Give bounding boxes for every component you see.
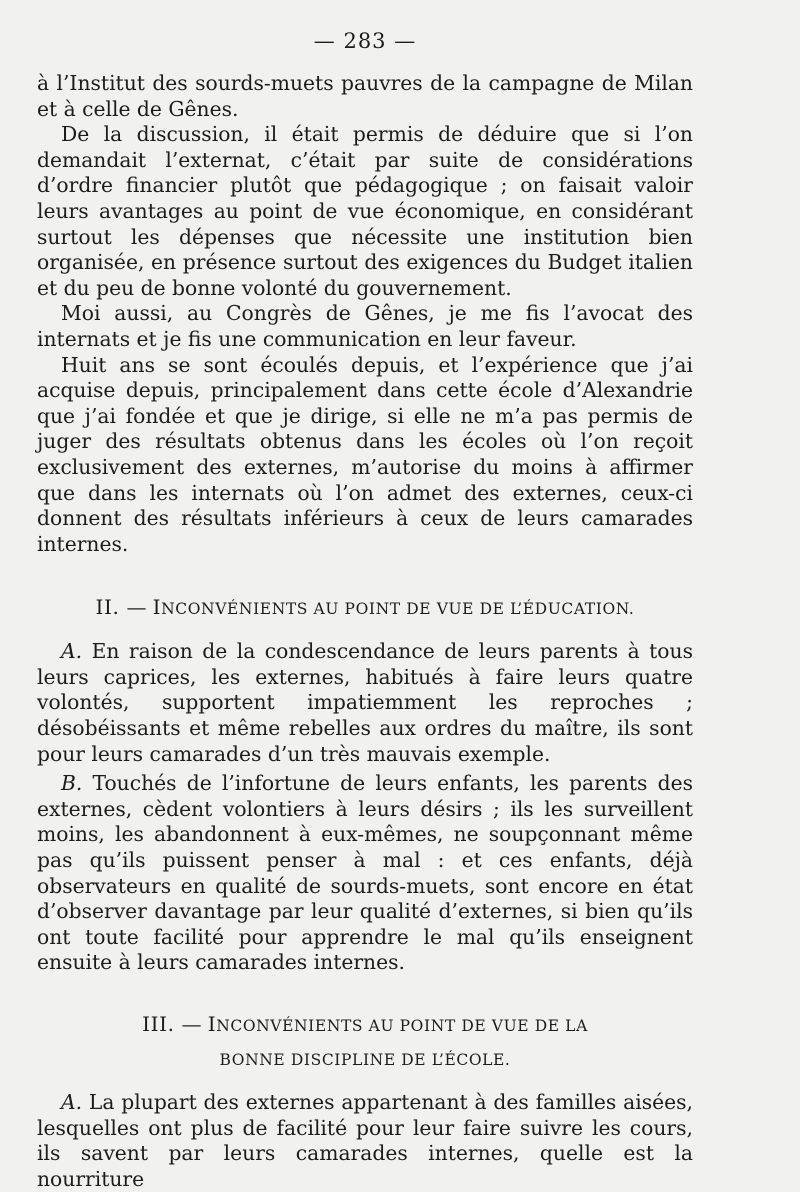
paragraph-item-b [37,771,693,976]
paragraph-continuation: à l’Institut des sourds-muets pauvres de la campagne de Milan et à celle de Gênes. [37,71,693,121]
section-title-initial: I [207,1012,217,1036]
item-letter: B. [61,771,83,796]
section-numeral: II. — [95,595,148,620]
item-letter: A. [61,1090,83,1114]
section-heading-discipline [37,1012,693,1038]
item-text: Touchés de l’infortune de leurs enfants, les parents des externes, cèdent volontiers à leurs désirs ; ils les surveillent moins, les abandonnent à eux-mêmes, ne soupçonnant même pas qu’ils puissent penser à mal : et ces enfants, déjà observateurs en qualité de sourds-muets, sont encore en état d’observer davantage par leur qualité d’externes, si bien qu’ils ont toute facilité pour apprendre le mal qu’ils enseignent ensuite à leurs camarades internes. [37,771,693,975]
paragraph-item-a [37,639,693,767]
section-title: NCONVÉNIENTS AU POINT DE VUE DE LA [216,1017,588,1035]
section-heading-education [37,595,693,621]
section-heading-discipline-line2: BONNE DISCIPLINE DE L’ÉCOLE. [219,1051,511,1069]
paragraph-discussion: De la discussion, il était permis de déduire que si l’on demandait l’externat, c’était par suite de considérations d’ordre financier plutôt que pédagogique ; on faisait valoir leurs avantages au point de vue économique, en considérant surtout les dépenses que nécessite une institution bien organisée, en présence surtout des exigences du Budget italien et du peu de bonne volonté du gouvernement. [37,122,693,300]
book-page [37,26,693,1192]
section-title: NCONVÉNIENTS AU POINT DE VUE DE L’ÉDUCATION. [161,600,635,619]
paragraph-experience: Huit ans se sont écoulés depuis, et l’expérience que j’ai acquise depuis, principalement dans cette école d’Alexandrie que j’ai fondée et que je dirige, si elle ne m’a pas permis de juger des résultats obtenus dans les écoles où l’on reçoit exclusivement des externes, m’autorise du moins à affirmer que dans les internats où l’on admet des externes, ceux-ci donnent des résultats inférieurs à ceux de leurs camarades internes. [37,352,693,556]
item-text: En raison de la condescendance de leurs parents à tous leurs caprices, les externes, habitués à faire leurs quatre volontés, supportent impatiemment les reproches ; désobéissants et même rebelles aux ordres du maître, ils sont pour leurs camarades d’un très mauvais exemple. [37,639,693,766]
paragraph-congress: Moi aussi, au Congrès de Gênes, je me fis l’avocat des internats et je fis une communication en leur faveur. [37,301,693,351]
section-title-initial: I [152,595,162,620]
item-letter: A. [61,639,83,664]
page-number: — 283 — [313,29,417,53]
item-text: La plupart des externes appartenant à des familles aisées, lesquelles ont plus de facilité pour leur faire suivre les cours, ils savent par leurs camarades internes, quelle est la nourriture [37,1090,693,1191]
section-numeral: III. — [142,1012,203,1036]
paragraph-item-a-discipline [37,1090,693,1192]
